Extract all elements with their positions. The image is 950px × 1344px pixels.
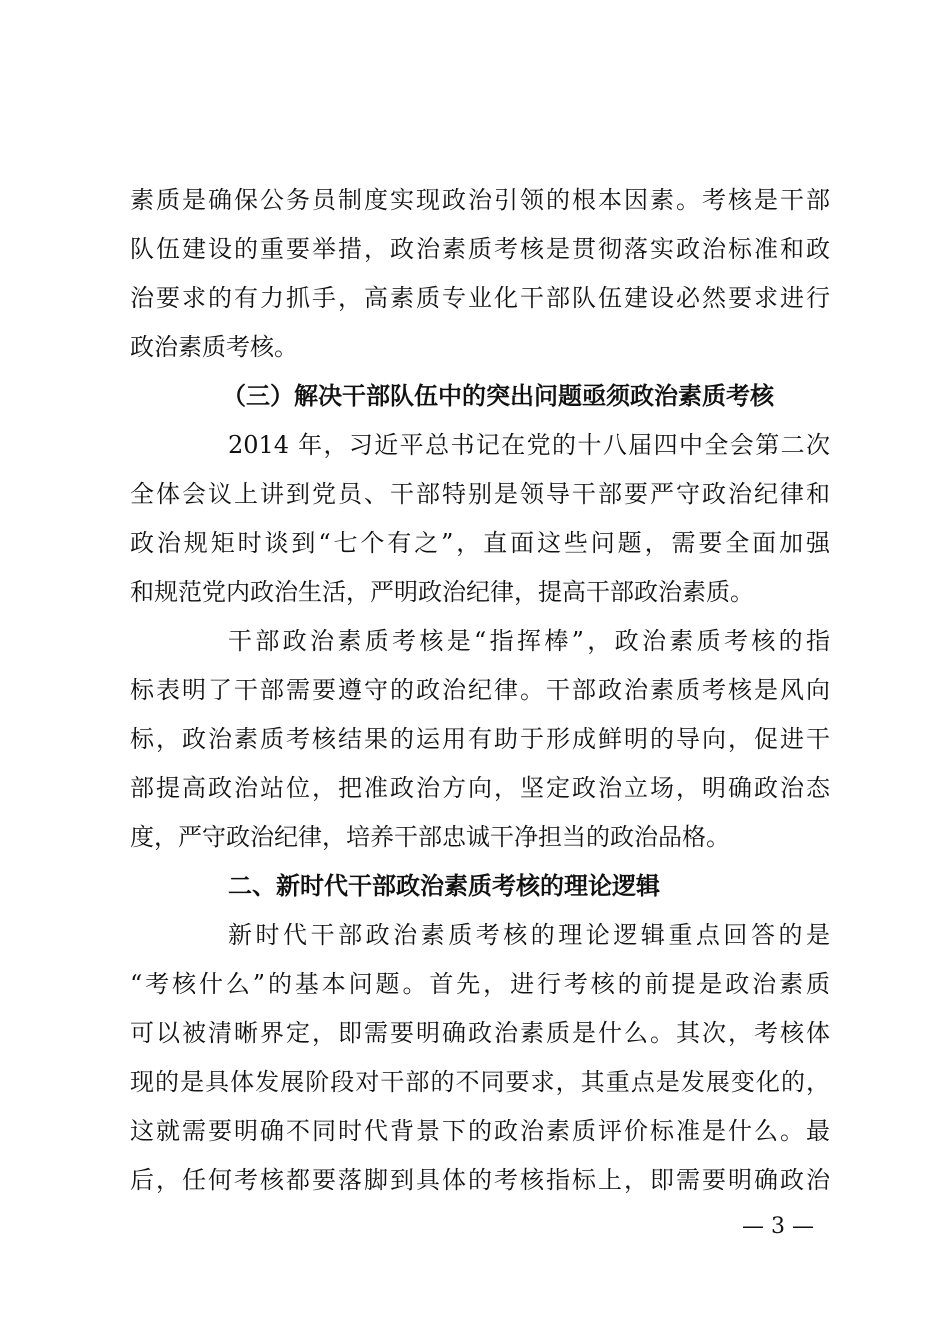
body-text-line: 素质是确保公务员制度实现政治引领的根本因素。考核是干部 [130,186,830,214]
body-text-line: 政治素质考核。 [130,333,298,361]
body-text-line: 新时代干部政治素质考核的理论逻辑重点回答的是 [228,921,830,949]
body-text-line: “考核什么”的基本问题。首先，进行考核的前提是政治素质 [130,970,830,998]
body-text-line: 全体会议上讲到党员、干部特别是领导干部要严守政治纪律和 [130,480,830,508]
body-text-line: 部提高政治站位，把准政治方向，坚定政治立场，明确政治态 [130,774,830,802]
body-text-line: 后，任何考核都要落脚到具体的考核指标上，即需要明确政治 [130,1166,830,1194]
body-text-line: 度，严守政治纪律，培养干部忠诚干净担当的政治品格。 [130,823,730,851]
page-number: — 3 — [742,1214,814,1239]
body-text-line: 队伍建设的重要举措，政治素质考核是贯彻落实政治标准和政 [130,235,830,263]
body-text-line: 和规范党内政治生活，严明政治纪律，提高干部政治素质。 [130,578,754,606]
body-text-line: 治要求的有力抓手，高素质专业化干部队伍建设必然要求进行 [130,284,830,312]
body-text-line: 现的是具体发展阶段对干部的不同要求，其重点是发展变化的， [130,1068,830,1096]
body-text-line: 干部政治素质考核是“指挥棒”，政治素质考核的指 [228,627,830,655]
body-text-line: 这就需要明确不同时代背景下的政治素质评价标准是什么。最 [130,1117,830,1145]
body-text-line: 2014 年，习近平总书记在党的十八届四中全会第二次 [228,431,830,459]
body-text-line: 标表明了干部需要遵守的政治纪律。干部政治素质考核是风向 [130,676,830,704]
body-text-line: 标，政治素质考核结果的运用有助于形成鲜明的导向，促进干 [130,725,830,753]
section-subheading: （三）解决干部队伍中的突出问题亟须政治素质考核 [222,381,774,410]
section-heading: 二、新时代干部政治素质考核的理论逻辑 [228,872,660,900]
body-text-line: 政治规矩时谈到“七个有之”，直面这些问题，需要全面加强 [130,529,830,557]
body-text-line: 可以被清晰界定，即需要明确政治素质是什么。其次，考核体 [130,1019,830,1047]
